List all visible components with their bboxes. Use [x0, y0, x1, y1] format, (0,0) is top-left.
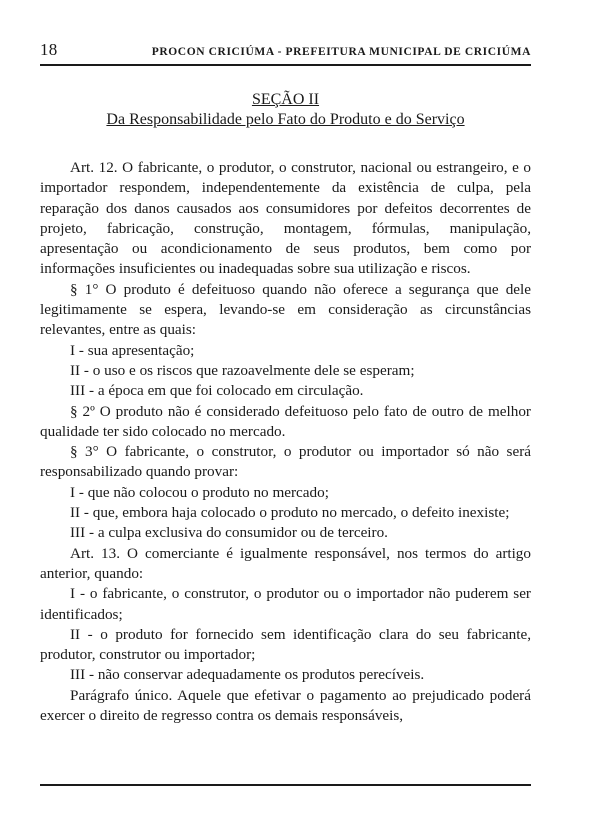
list-item: I - que não colocou o produto no mercado;	[70, 483, 329, 501]
paragraph-3: § 3° O fabricante, o construtor, o produtor ou importador só não será responsabilizado quando provar:	[40, 443, 531, 481]
sole-paragraph: Parágrafo único. Aquele que efetivar o pagamento ao prejudicado poderá exercer o direito de regresso contra os demais responsáveis,	[40, 686, 531, 725]
section-title: SEÇÃO II	[251, 91, 320, 108]
article-12-paragraph: Art. 12. O fabricante, o produtor, o construtor, nacional ou estrangeiro, e o importador respondem, independentemente da existência de culpa, pela reparação dos danos causados aos consumidores por defeitos decorrentes de projeto, fabricação, construção, montagem, fórmulas, manipulação, apresentação ou acondicionamento de seus produtos, bem como por informações insuficientes ou inadequadas sobre sua utilização e riscos.	[40, 159, 531, 278]
list-item: II - o uso e os riscos que razoavelmente dele se esperam;	[70, 361, 415, 379]
section-subtitle: Da Responsabilidade pelo Fato do Produto e do Serviço	[106, 111, 465, 128]
list-item: I - sua apresentação;	[70, 341, 195, 359]
list-item: III - a culpa exclusiva do consumidor ou de terceiro.	[70, 524, 388, 542]
article-13-paragraph: Art. 13. O comerciante é igualmente responsável, nos termos do artigo anterior, quando:	[40, 544, 531, 582]
page-number: 18	[40, 40, 58, 59]
list-item: I - o fabricante, o construtor, o produtor ou o importador não puderem ser identificados;	[40, 585, 531, 623]
page-header	[40, 40, 531, 66]
footer-rule	[40, 784, 531, 786]
list-item: II - que, embora haja colocado o produto no mercado, o defeito inexiste;	[70, 504, 510, 522]
paragraph-2: § 2º O produto não é considerado defeituoso pelo fato de outro de melhor qualidade ter sido colocado no mercado.	[40, 402, 531, 440]
body-text	[40, 158, 531, 726]
document-page	[40, 40, 531, 726]
paragraph-1: § 1° O produto é defeituoso quando não oferece a segurança que dele legitimamente se espera, levando-se em consideração as circunstâncias relevantes, entre as quais:	[40, 280, 531, 339]
running-head: PROCON CRICIÚMA - PREFEITURA MUNICIPAL DE CRICIÚMA	[151, 46, 531, 58]
list-item: III - a época em que foi colocado em circulação.	[70, 382, 364, 400]
list-item: III - não conservar adequadamente os produtos perecíveis.	[70, 666, 425, 684]
list-item: II - o produto for fornecido sem identificação clara do seu fabricante, produtor, construtor ou importador;	[40, 625, 531, 664]
